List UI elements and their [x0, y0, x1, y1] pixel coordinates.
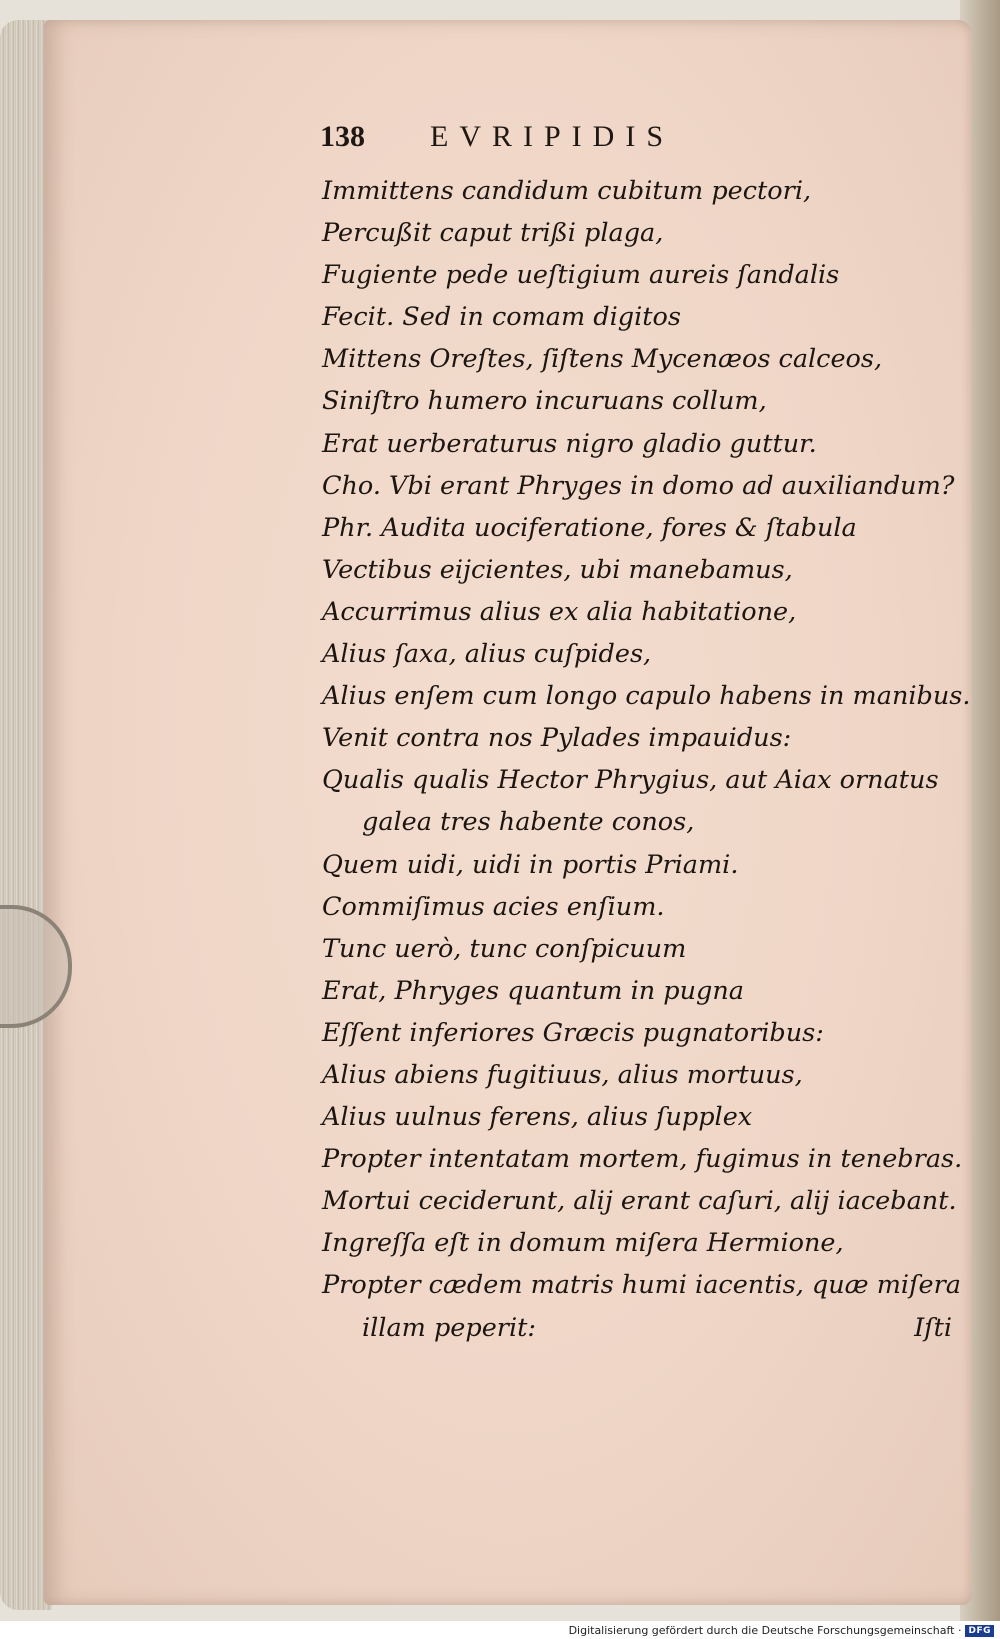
verse-line-text: Alius abiens fugitiuus, alius mortuus,	[322, 1059, 803, 1090]
verse-line-text: Quem uidi, uidi in portis Priami.	[322, 849, 739, 880]
running-title: EVRIPIDIS	[430, 120, 675, 153]
verse-line-text: Eſſent inferiores Græcis pugnatoribus:	[322, 1017, 824, 1048]
verse-line-text: Qualis qualis Hector Phrygius, aut Aiax ornatus	[322, 765, 939, 796]
verse-line-text: Alius enſem cum longo capulo habens in manibus.	[322, 681, 971, 712]
verse-line-text: Cho. Vbi erant Phryges in domo ad auxiliandum?	[322, 470, 955, 501]
verse-line	[322, 801, 962, 843]
dfg-logo-icon: DFG	[965, 1625, 994, 1637]
verse-line-text: Alius uulnus ferens, alius ſupplex	[322, 1102, 753, 1133]
verse-line-text: Percußit caput trißi plaga,	[322, 218, 664, 249]
digitization-footer	[0, 1621, 1000, 1639]
verse-line	[322, 591, 962, 633]
verse-line-text: Erat, Phryges quantum in pugna	[322, 975, 744, 1006]
verse-line	[322, 633, 962, 675]
verse-line	[322, 759, 962, 801]
verse-line	[322, 1222, 962, 1264]
footer-credit	[569, 1624, 994, 1637]
verse-line-text: Venit contra nos Pylades impauidus:	[322, 723, 792, 754]
verse-line-text: Mortui ceciderunt, alij erant caſuri, alij iacebant.	[322, 1186, 957, 1217]
verse-line-text: Fecit. Sed in comam digitos	[322, 302, 681, 333]
verse-line-text: Propter intentatam mortem, fugimus in tenebras.	[322, 1144, 963, 1175]
running-head	[320, 120, 820, 160]
verse-line	[322, 717, 962, 759]
verse-line-text: Phr. Audita uociferatione, fores & ſtabula	[322, 512, 857, 543]
verse-line	[322, 338, 962, 380]
verse-line	[322, 1096, 962, 1138]
verse-text-block	[322, 170, 971, 1349]
verse-line	[322, 254, 962, 296]
verse-line-text: Fugiente pede ueſtigium aureis ſandalis	[322, 260, 840, 291]
verse-line	[322, 465, 962, 507]
verse-line-text: illam peperit:	[362, 1312, 536, 1343]
verse-line-text: Mittens Oreſtes, ſiſtens Mycenæos calceos,	[322, 344, 883, 375]
verse-line-text: Tunc uerò, tunc conſpicuum	[322, 933, 687, 964]
verse-line-text: Vectibus eijcientes, ubi manebamus,	[322, 554, 793, 585]
verse-line	[322, 423, 962, 465]
verse-line	[322, 549, 962, 591]
verse-line-text: Siniſtro humero incuruans collum,	[322, 386, 767, 417]
verse-line	[322, 380, 962, 422]
verse-line	[322, 1180, 962, 1222]
verse-line	[322, 507, 962, 549]
verse-line-text: Ingreſſa eſt in domum miſera Hermione,	[322, 1228, 844, 1259]
verse-line	[322, 170, 962, 212]
catchword: Iſti	[914, 1312, 952, 1343]
verse-line	[322, 675, 971, 717]
verse-line-text: Accurrimus alius ex alia habitatione,	[322, 596, 797, 627]
verse-line-text: Commiſimus acies enſium.	[322, 891, 665, 922]
verse-line-text: Propter cædem matris humi iacentis, quæ miſera	[322, 1270, 961, 1301]
verse-line	[322, 1012, 962, 1054]
footer-credit-text: Digitalisierung gefördert durch die Deutsche Forschungsgemeinschaft ·	[568, 1624, 962, 1637]
verse-line	[322, 1264, 962, 1306]
verse-line	[322, 928, 962, 970]
verse-line	[322, 1054, 962, 1096]
verse-line	[322, 1138, 962, 1180]
verse-line	[322, 886, 962, 928]
verse-line	[322, 296, 962, 338]
verse-line-text: Immittens candidum cubitum pectori,	[322, 176, 812, 206]
verse-line-text: Alius ſaxa, alius cuſpides,	[322, 639, 652, 670]
verse-line	[322, 1307, 962, 1349]
verse-line	[322, 970, 962, 1012]
verse-line	[322, 844, 962, 886]
verse-line	[322, 212, 962, 254]
verse-line-text: Erat uerberaturus nigro gladio guttur.	[322, 428, 817, 459]
verse-line-text: galea tres habente conos,	[362, 807, 695, 838]
page-number: 138	[320, 120, 365, 153]
